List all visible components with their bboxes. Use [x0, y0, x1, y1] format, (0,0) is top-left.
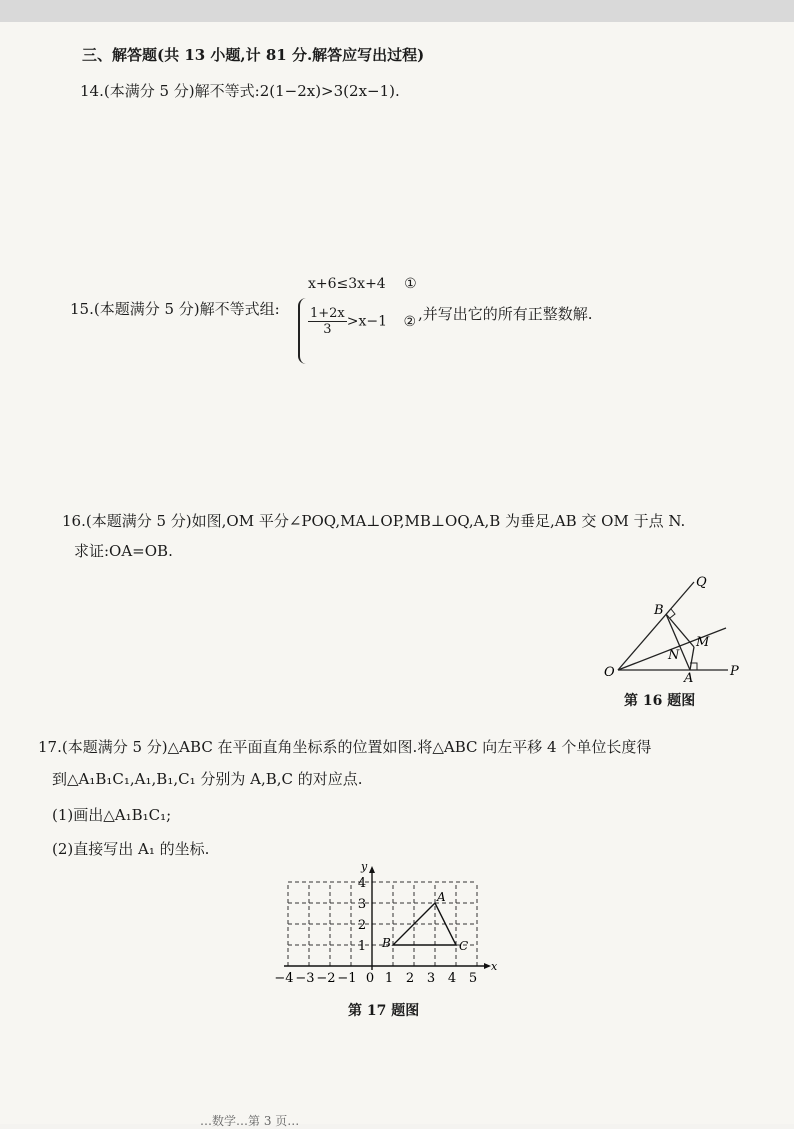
point-label-c: C: [459, 939, 469, 953]
x-tick-label: 2: [405, 971, 415, 986]
x-tick-label: −3: [295, 971, 315, 986]
point-label-b: B: [382, 936, 391, 950]
q15-eq1-text: x+6≤3x+4: [308, 276, 386, 292]
x-tick-label: 1: [384, 971, 394, 986]
x-tick-label: 4: [447, 971, 457, 986]
x-axis-arrow: [484, 963, 491, 969]
x-tick-label: −4: [274, 971, 294, 986]
label-p: P: [730, 664, 739, 679]
scan-top-bar: [0, 0, 794, 23]
q16-figure: [600, 572, 750, 682]
q15-brace: [298, 298, 308, 364]
q17-grid-figure: [270, 854, 510, 994]
q15-number: 15.: [70, 300, 94, 318]
y-axis-label: y: [361, 860, 368, 873]
segment-mb: [666, 614, 694, 647]
q15-eq1-tag: ①: [404, 276, 417, 292]
label-a: A: [684, 671, 694, 682]
y-axis-arrow: [369, 866, 375, 873]
q16-line1: [62, 510, 685, 531]
q16-text: (本题满分 5 分)如图,OM 平分∠POQ,MA⊥OP,MB⊥OQ,A,B 为垂足,AB 交 OM 于点 N.: [85, 512, 686, 530]
q17-part1: (1)画出△A₁B₁C₁;: [52, 806, 172, 824]
y-tick-label: 4: [357, 876, 367, 891]
q17-line2: 到△A₁B₁C₁,A₁,B₁,C₁ 分别为 A,B,C 的对应点.: [52, 770, 363, 788]
label-n: N: [668, 648, 680, 663]
label-q: Q: [696, 575, 707, 590]
q14-number: 14.: [80, 82, 104, 100]
q16-caption: 第 16 题图: [624, 693, 696, 709]
page-footer: …数学…第 3 页…: [200, 1114, 300, 1128]
x-axis-label: x: [491, 960, 498, 973]
y-tick-label: 1: [357, 939, 367, 954]
x-tick-label: 0: [365, 971, 375, 986]
q15-eq2-rest: >x−1: [346, 313, 388, 330]
q15-eq2-numerator: 1+2x: [310, 306, 345, 321]
q15-eq2-fraction: [308, 306, 347, 337]
section-header: 三、解答题(共 13 小题,计 81 分.解答应写出过程): [82, 46, 425, 64]
label-b: B: [654, 603, 664, 618]
x-tick-label: −2: [316, 971, 336, 986]
q15-suffix: ,并写出它的所有正整数解.: [418, 305, 593, 323]
q17-number: 17.: [38, 738, 62, 756]
ray-oq: [618, 582, 694, 670]
q17-line1: [38, 736, 651, 757]
q16-line2: 求证:OA=OB.: [74, 542, 173, 560]
q14-line: [80, 80, 400, 101]
y-tick-label: 2: [357, 918, 367, 933]
q15-eq1: [308, 276, 417, 292]
q14-text: (本满分 5 分)解不等式:2(1−2x)>3(2x−1).: [103, 82, 400, 100]
q15-eq2-tag: ②: [403, 313, 417, 330]
q17-text: (本题满分 5 分)△ABC 在平面直角坐标系的位置如图.将△ABC 向左平移 4 个单位长度得: [61, 738, 652, 756]
x-tick-label: 3: [426, 971, 436, 986]
label-o: O: [604, 665, 615, 680]
q15-eq2-denominator: 3: [323, 322, 332, 337]
q17-part2: (2)直接写出 A₁ 的坐标.: [52, 840, 210, 858]
x-tick-label: 5: [468, 971, 478, 986]
q17-caption: 第 17 题图: [348, 1003, 420, 1019]
right-angle-b: [670, 609, 675, 618]
y-tick-label: 3: [357, 897, 367, 912]
label-m: M: [696, 635, 710, 650]
q15-prefix: (本题满分 5 分)解不等式组:: [93, 300, 280, 318]
exam-sheet: [0, 22, 794, 1128]
x-tick-label: −1: [337, 971, 357, 986]
q16-number: 16.: [62, 512, 86, 530]
segment-ma: [690, 647, 694, 670]
q15-prefix-line: [70, 298, 280, 319]
q15-eq2: [308, 306, 416, 337]
point-label-a: A: [437, 890, 446, 904]
